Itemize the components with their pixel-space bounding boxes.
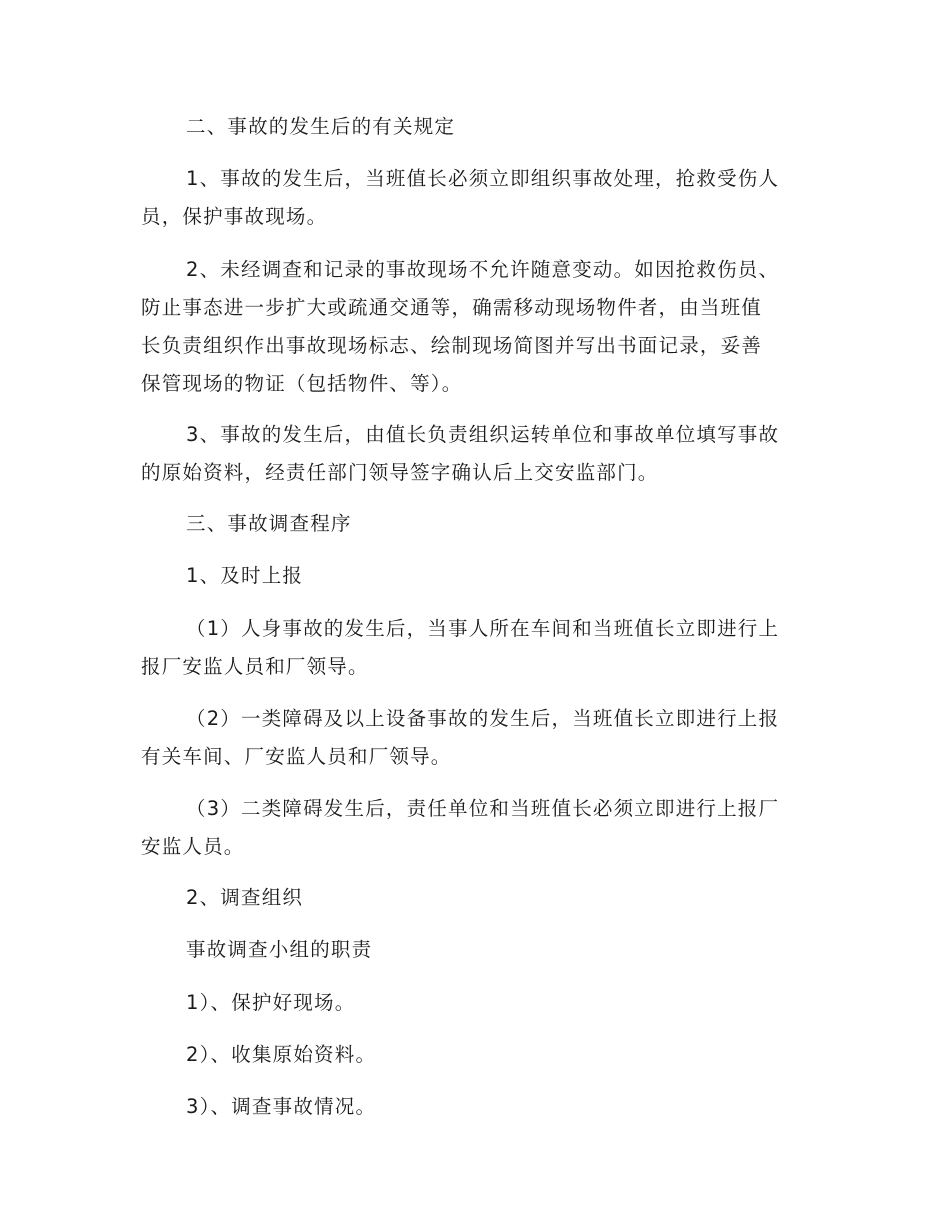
text-line: （2）一类障碍及以上设备事故的发生后，当班值长立即进行上报 [186, 707, 780, 730]
paragraph-2-3 [141, 416, 807, 492]
text-line: 的原始资料，经责任部门领导签字确认后上交安监部门。 [141, 461, 659, 484]
text-line: 员，保护事故现场。 [141, 205, 328, 228]
text-line: 1）、保护好现场。 [186, 991, 356, 1014]
text-line: 3）、调查事故情况。 [186, 1095, 377, 1118]
text-line: 1、及时上报 [186, 564, 304, 587]
duty-item-3 [141, 1088, 807, 1126]
text-line: 有关车间、厂安监人员和厂领导。 [141, 745, 452, 768]
text-line: 长负责组织作出事故现场标志、绘制现场简图并写出书面记录，妥善 [141, 334, 763, 357]
text-line: 防止事态进一步扩大或疏通交通等，确需移动现场物件者，由当班值 [141, 296, 763, 319]
text-line: 2、未经调查和记录的事故现场不允许随意变动。如因抢救伤员、 [186, 258, 780, 281]
paragraph-2-1 [141, 160, 807, 236]
paragraph-team-duties [141, 931, 807, 969]
section-heading-3 [141, 505, 807, 543]
section-heading-2 [141, 108, 807, 146]
text-line: 报厂安监人员和厂领导。 [141, 655, 369, 678]
paragraph-2-2 [141, 251, 807, 403]
paragraph-report-3 [141, 790, 807, 866]
text-line: （3）二类障碍发生后，责任单位和当班值长必须立即进行上报厂 [186, 797, 780, 820]
subheading-investigation-org [141, 879, 807, 917]
subheading-report [141, 557, 807, 595]
text-line: 三、事故调查程序 [186, 512, 352, 535]
text-line: 2、调查组织 [186, 886, 304, 909]
duty-item-1 [141, 984, 807, 1022]
text-line: （1）人身事故的发生后，当事人所在车间和当班值长立即进行上 [186, 617, 780, 640]
text-line: 安监人员。 [141, 835, 245, 858]
text-line: 1、事故的发生后，当班值长必须立即组织事故处理，抢救受伤人 [186, 167, 780, 190]
text-line: 2）、收集原始资料。 [186, 1043, 377, 1066]
text-line: 3、事故的发生后，由值长负责组织运转单位和事故单位填写事故 [186, 423, 780, 446]
paragraph-report-1 [141, 610, 807, 686]
text-line: 事故调查小组的职责 [186, 938, 373, 961]
text-line: 二、事故的发生后的有关规定 [186, 115, 456, 138]
text-line: 保管现场的物证（包括物件、等）。 [141, 372, 463, 395]
paragraph-report-2 [141, 700, 807, 776]
duty-item-2 [141, 1036, 807, 1074]
